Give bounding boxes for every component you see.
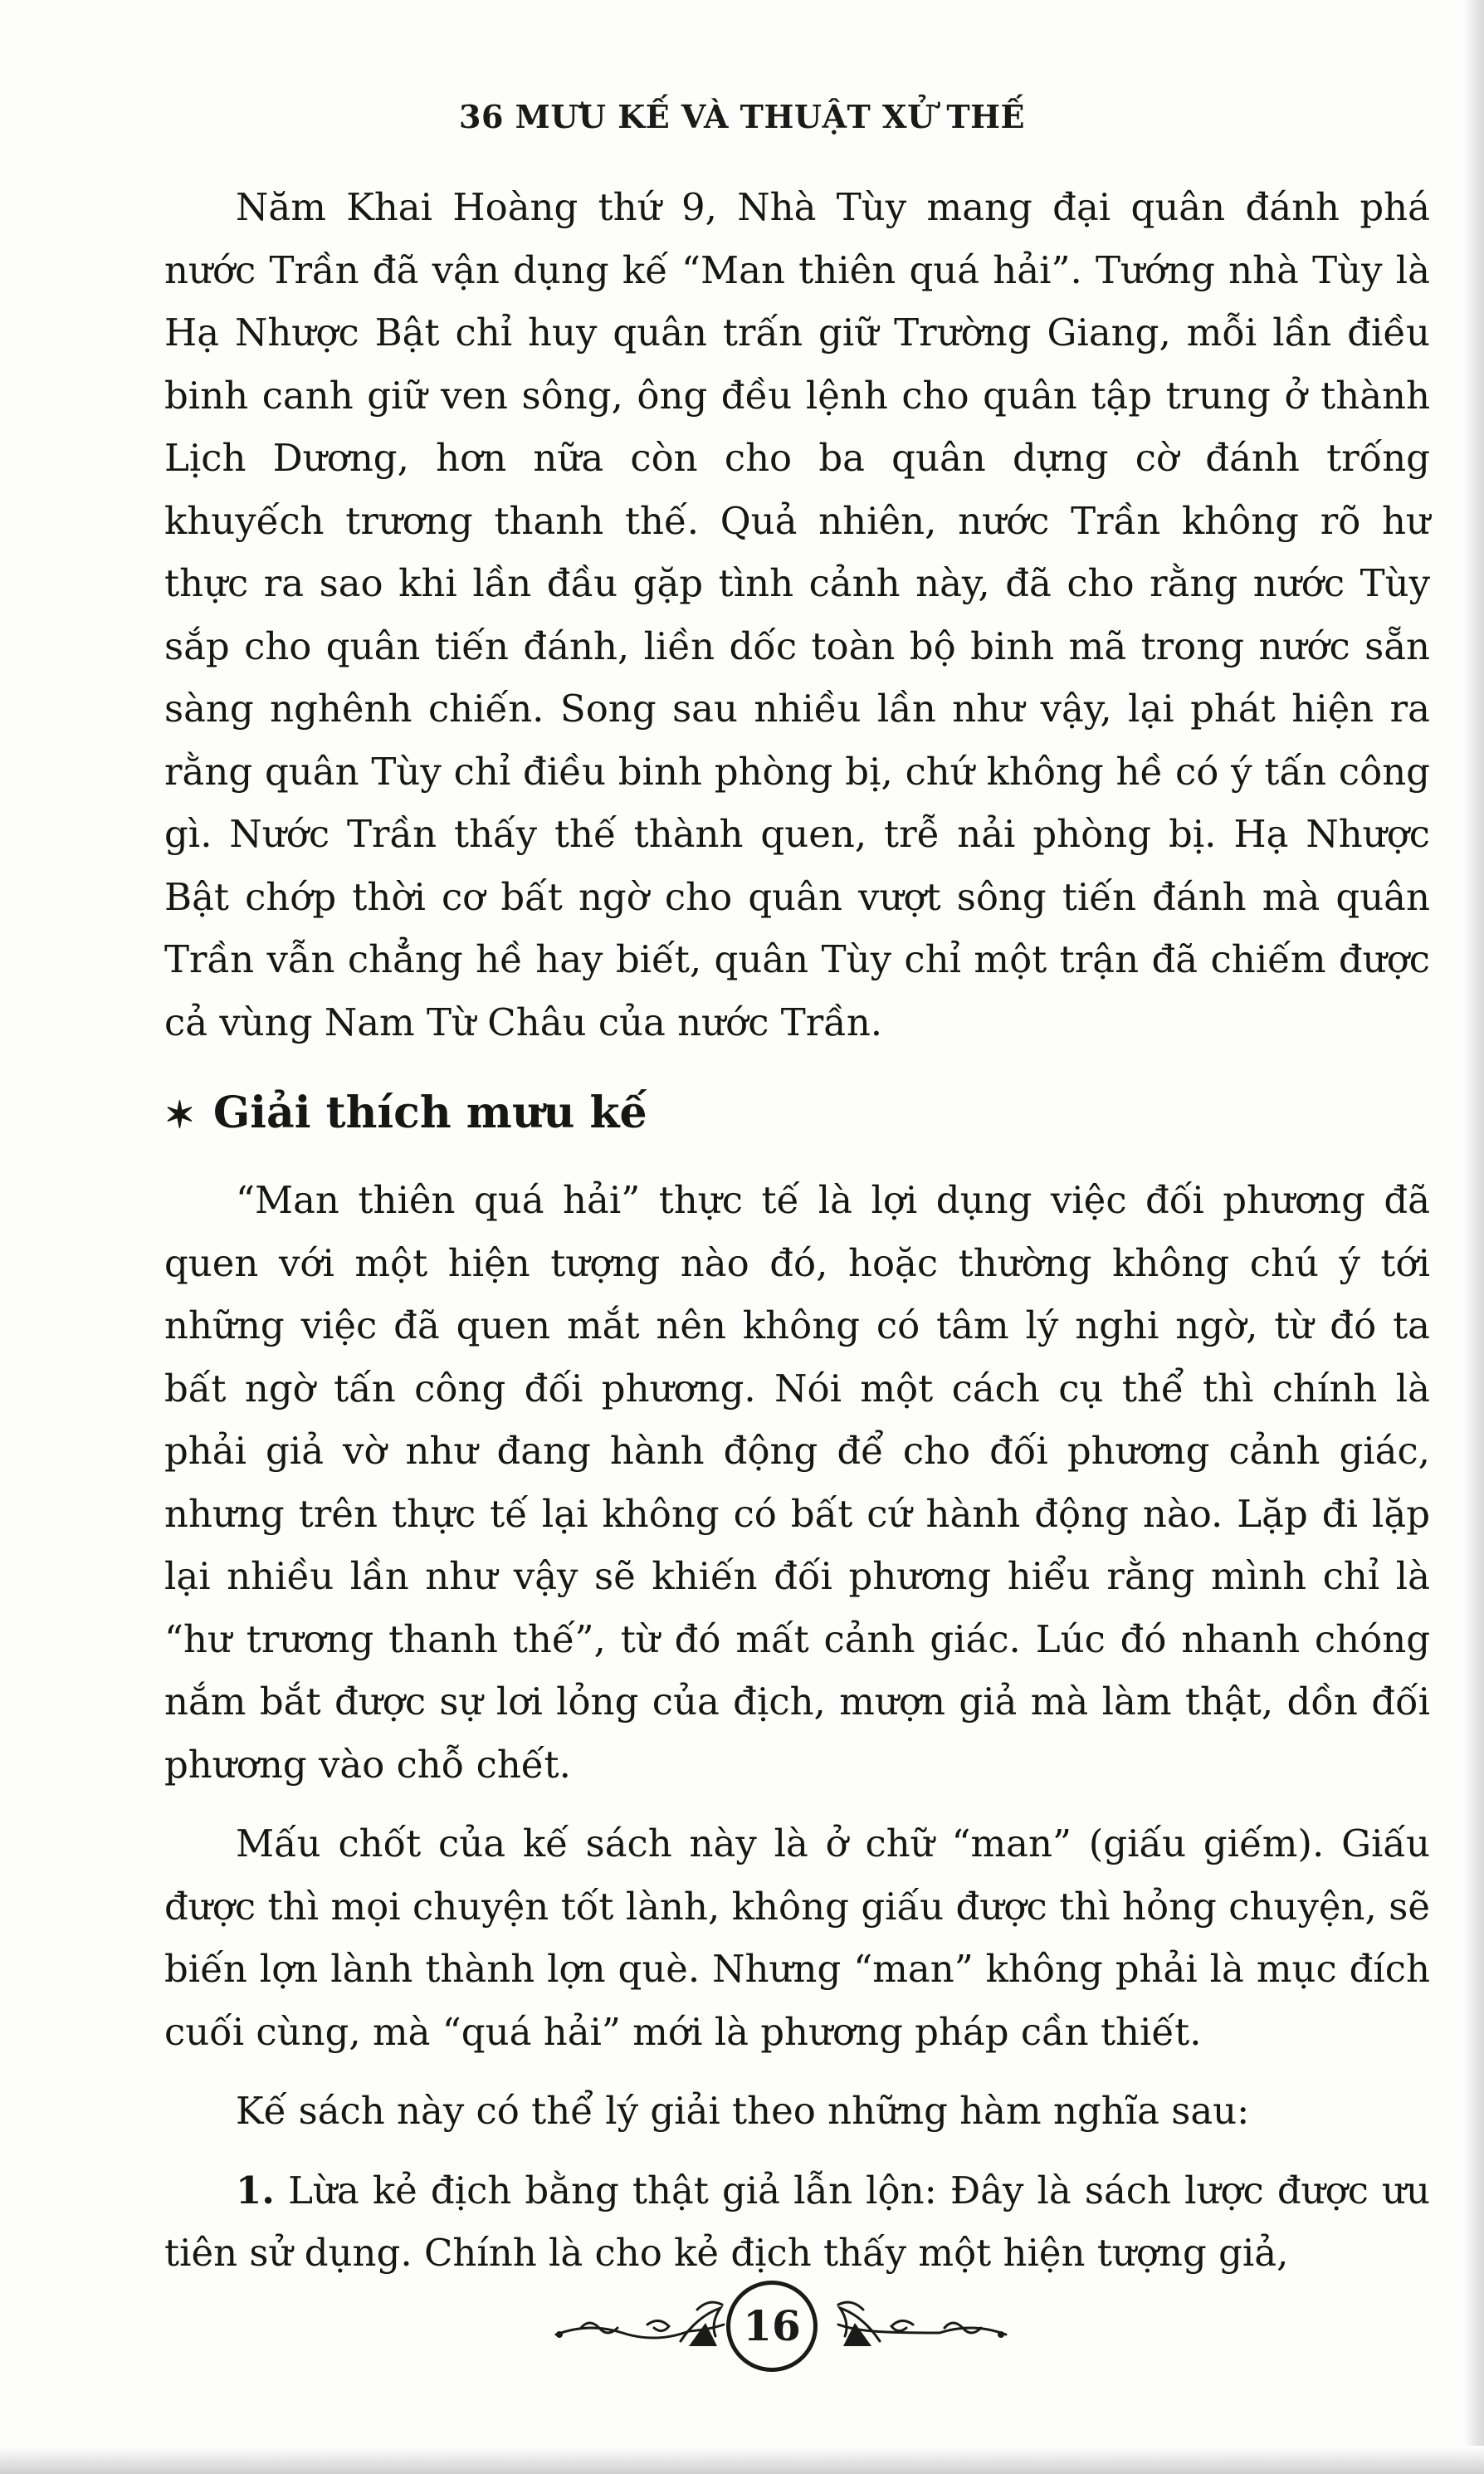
list-number: 1. xyxy=(236,2168,275,2212)
page-footer xyxy=(548,2276,1013,2376)
running-header: 36 MƯU KẾ VÀ THUẬT XỬ THẾ xyxy=(459,98,1025,135)
paragraph-5-text: Lừa kẻ địch bằng thật giả lẫn lộn: Đây là sách lược được ưu tiên sử dụng. Chính là cho kẻ địch thấy một hiện tượng giả, xyxy=(164,2168,1430,2275)
paragraph-1: Năm Khai Hoàng thứ 9, Nhà Tùy mang đại quân đánh phá nước Trần đã vận dụng kế “Man thiên quá hải”. Tướng nhà Tùy là Hạ Nhược Bật chỉ huy quân trấn giữ Trường Giang, mỗi lần điều binh canh giữ ven sông, ông đều lệnh cho quân tập trung ở thành Lịch Dương, hơn nữa còn cho ba quân dựng cờ đánh trống khuyếch trương thanh thế. Quả nhiên, nước Trần không rõ hư thực ra sao khi lần đầu gặp tình cảnh này, đã cho rằng nước Tùy sắp cho quân tiến đánh, liền dốc toàn bộ binh mã trong nước sẵn sàng nghênh chiến. Song sau nhiều lần như vậy, lại phát hiện ra rằng quân Tùy chỉ điều binh phòng bị, chứ không hề có ý tấn công gì. Nước Trần thấy thế thành quen, trễ nải phòng bị. Hạ Nhược Bật chớp thời cơ bất ngờ cho quân vượt sông tiến đánh mà quân Trần vẫn chẳng hề hay biết, quân Tùy chỉ một trận đã chiếm được cả vùng Nam Từ Châu của nước Trần. xyxy=(164,185,1430,1044)
star-bullet-icon: ✶ xyxy=(164,1094,195,1137)
paragraph-2: “Man thiên quá hải” thực tế là lợi dụng việc đối phương đã quen với một hiện tượng nào đó, hoặc thường không chú ý tới những việc đã quen mắt nên không có tâm lý nghi ngờ, từ đó ta bất ngờ tấn công đối phương. Nói một cách cụ thể thì chính là phải giả vờ như đang hành động để cho đối phương cảnh giác, nhưng trên thực tế lại không có bất cứ hành động nào. Lặp đi lặp lại nhiều lần như vậy sẽ khiến đối phương hiểu rằng mình chỉ là “hư trương thanh thế”, từ đó mất cảnh giác. Lúc đó nhanh chóng nắm bắt được sự lơi lỏng của địch, mượn giả mà làm thật, dồn đối phương vào chỗ chết. xyxy=(164,1178,1430,1787)
section-heading xyxy=(164,1082,1430,1147)
paragraph-5 xyxy=(164,2159,1430,2285)
paragraph-4: Kế sách này có thể lý giải theo những hàm nghĩa sau: xyxy=(236,2089,1250,2133)
paragraph-3: Mấu chốt của kế sách này là ở chữ “man” (giấu giếm). Giấu được thì mọi chuyện tốt lành, không giấu được thì hỏng chuyện, sẽ biến lợn lành thành lợn què. Nhưng “man” không phải là mục đích cuối cùng, mà “quá hải” mới là phương pháp cần thiết. xyxy=(164,1821,1430,2054)
page-number: 16 xyxy=(726,2281,818,2372)
page-body xyxy=(164,176,1430,2285)
section-heading-text: Giải thích mưu kế xyxy=(212,1088,647,1138)
page-bottom-shadow xyxy=(0,2446,1484,2474)
page-edge-shadow xyxy=(1462,0,1484,2474)
